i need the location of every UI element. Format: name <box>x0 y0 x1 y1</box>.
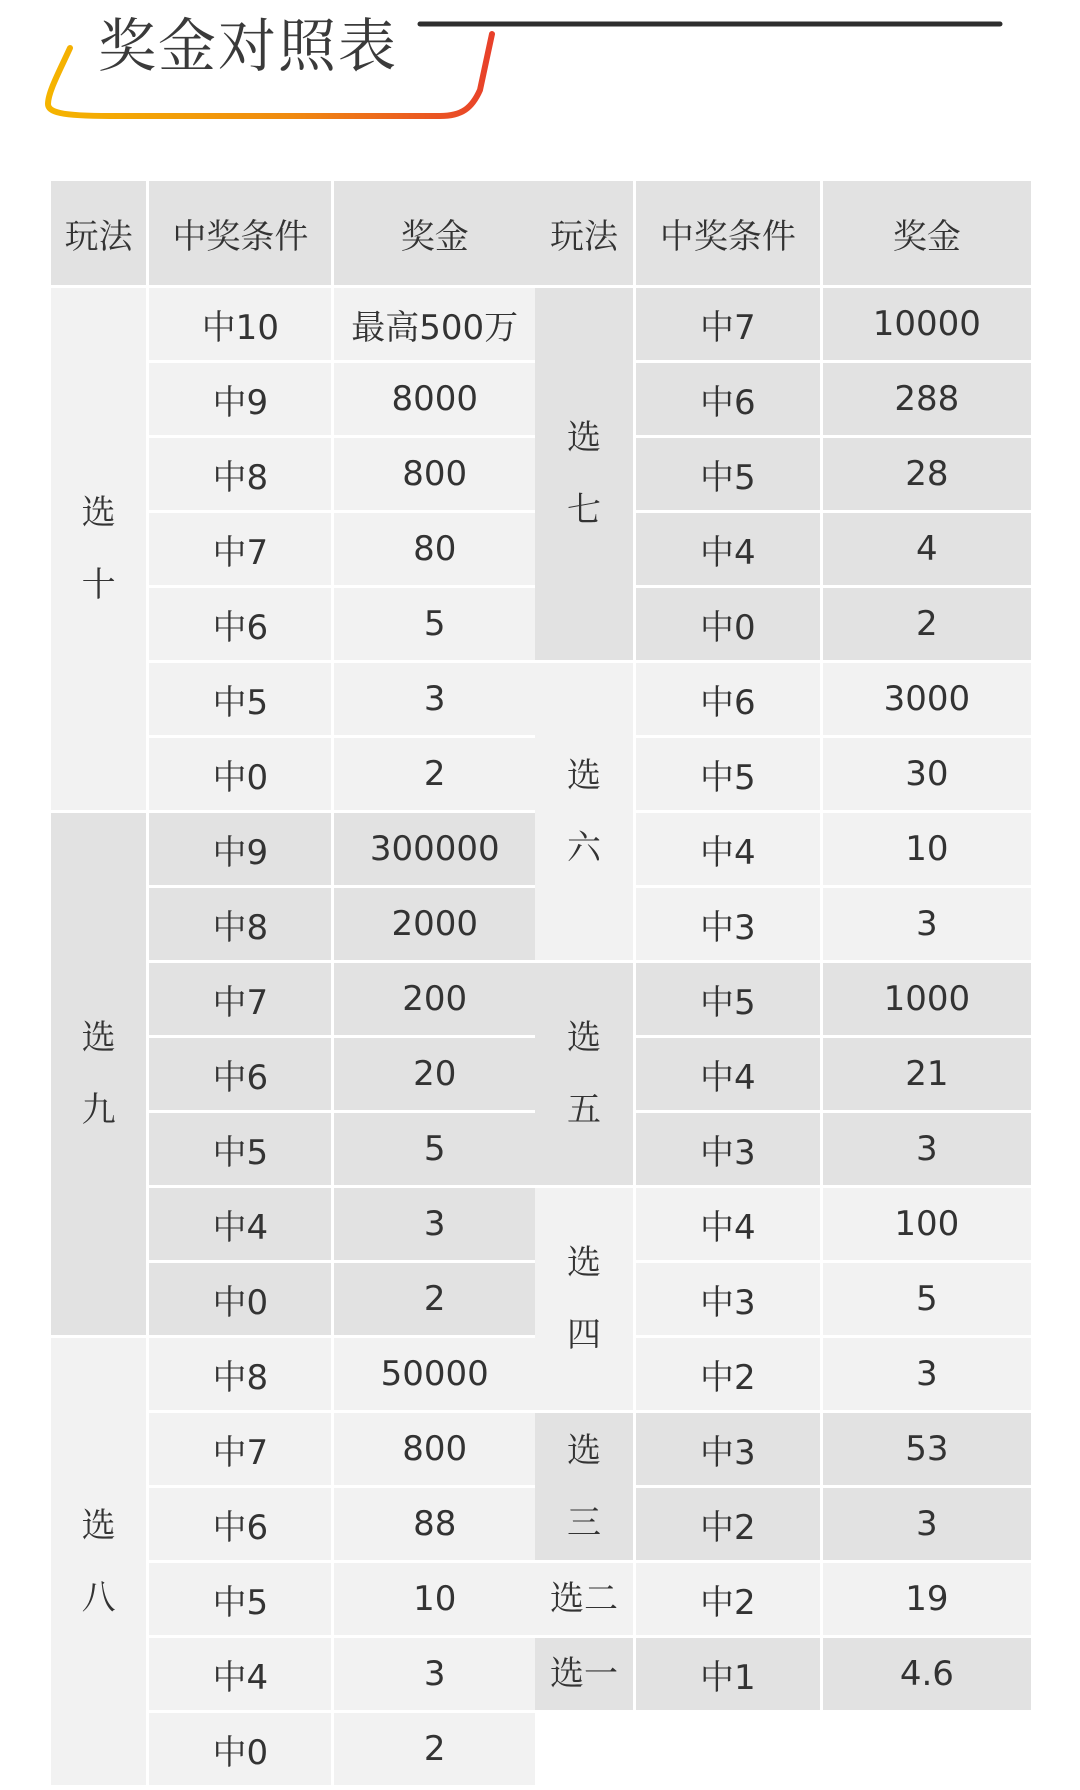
condition-cell: 中3 <box>636 1413 820 1485</box>
play-type-cell <box>535 1638 633 1710</box>
condition-cell: 中3 <box>636 1263 820 1335</box>
play-type-label: 选 <box>81 1018 116 1058</box>
table-row <box>535 963 1031 1035</box>
prize-cell: 80 <box>334 513 535 585</box>
prize-cell: 5 <box>823 1263 1031 1335</box>
prize-cell: 3 <box>823 1113 1031 1185</box>
play-type-cell <box>51 1338 146 1785</box>
table-row <box>535 1563 1031 1635</box>
header-condition: 中奖条件 <box>149 181 331 285</box>
table-row <box>535 1188 1031 1260</box>
condition-cell: 中7 <box>636 288 820 360</box>
title-section <box>0 0 1080 140</box>
prize-cell: 3 <box>823 888 1031 960</box>
prize-cell: 800 <box>334 438 535 510</box>
prize-cell: 4.6 <box>823 1638 1031 1710</box>
prize-cell: 2 <box>334 738 535 810</box>
header-prize: 奖金 <box>823 181 1031 285</box>
condition-cell: 中5 <box>149 1113 331 1185</box>
play-type-label: 十 <box>81 565 116 605</box>
play-type-label: 选 <box>567 755 601 796</box>
condition-cell: 中8 <box>149 888 331 960</box>
prize-cell: 2000 <box>334 888 535 960</box>
condition-cell: 中4 <box>636 813 820 885</box>
condition-cell: 中4 <box>636 513 820 585</box>
condition-cell: 中0 <box>636 588 820 660</box>
play-type-cell <box>535 963 633 1185</box>
play-type-cell <box>535 663 633 960</box>
condition-cell: 中5 <box>149 1563 331 1635</box>
condition-cell: 中9 <box>149 813 331 885</box>
play-type-label: 选二 <box>550 1579 618 1619</box>
condition-cell: 中0 <box>149 738 331 810</box>
prize-cell: 2 <box>334 1713 535 1785</box>
prize-cell: 300000 <box>334 813 535 885</box>
prize-cell: 3 <box>334 663 535 735</box>
play-type-label: 选 <box>567 1430 601 1471</box>
condition-cell: 中8 <box>149 1338 331 1410</box>
condition-cell: 中9 <box>149 363 331 435</box>
play-type-label: 七 <box>567 490 601 530</box>
play-type-label: 八 <box>81 1577 116 1618</box>
condition-cell: 中7 <box>149 963 331 1035</box>
prize-table-right <box>532 178 1034 1713</box>
play-type-cell <box>535 288 633 660</box>
condition-cell: 中7 <box>149 513 331 585</box>
table-row <box>535 1413 1031 1485</box>
prize-tables <box>48 178 1033 1788</box>
prize-cell: 88 <box>334 1488 535 1560</box>
condition-cell: 中6 <box>149 588 331 660</box>
prize-cell: 21 <box>823 1038 1031 1110</box>
play-type-cell <box>51 288 146 810</box>
page-title: 奖金对照表 <box>98 12 399 80</box>
prize-cell: 10 <box>823 813 1031 885</box>
play-type-label: 选 <box>81 493 116 533</box>
condition-cell: 中4 <box>149 1188 331 1260</box>
prize-table-left <box>48 178 538 1788</box>
play-type-label: 选 <box>567 1243 601 1283</box>
prize-cell: 100 <box>823 1188 1031 1260</box>
prize-cell: 5 <box>334 1113 535 1185</box>
prize-cell: 3 <box>823 1488 1031 1560</box>
condition-cell: 中7 <box>149 1413 331 1485</box>
prize-cell: 200 <box>334 963 535 1035</box>
play-type-cell <box>535 1188 633 1410</box>
prize-cell: 19 <box>823 1563 1031 1635</box>
condition-cell: 中3 <box>636 1113 820 1185</box>
condition-cell: 中6 <box>636 663 820 735</box>
prize-cell: 3 <box>823 1338 1031 1410</box>
header-play: 玩法 <box>51 181 146 285</box>
condition-cell: 中4 <box>149 1638 331 1710</box>
header-play: 玩法 <box>535 181 633 285</box>
play-type-cell <box>535 1563 633 1635</box>
condition-cell: 中6 <box>149 1488 331 1560</box>
prize-cell: 2 <box>334 1263 535 1335</box>
play-type-label: 三 <box>567 1502 601 1543</box>
condition-cell: 中2 <box>636 1563 820 1635</box>
prize-cell: 2 <box>823 588 1031 660</box>
prize-cell: 53 <box>823 1413 1031 1485</box>
prize-cell: 4 <box>823 513 1031 585</box>
condition-cell: 中5 <box>636 963 820 1035</box>
condition-cell: 中10 <box>149 288 331 360</box>
condition-cell: 中3 <box>636 888 820 960</box>
prize-cell: 30 <box>823 738 1031 810</box>
condition-cell: 中1 <box>636 1638 820 1710</box>
condition-cell: 中6 <box>636 363 820 435</box>
condition-cell: 中5 <box>636 438 820 510</box>
play-type-cell <box>51 813 146 1335</box>
table-row <box>51 1338 535 1410</box>
prize-cell: 3 <box>334 1188 535 1260</box>
condition-cell: 中5 <box>149 663 331 735</box>
prize-cell: 20 <box>334 1038 535 1110</box>
play-type-label: 选 <box>567 418 601 458</box>
prize-cell: 3000 <box>823 663 1031 735</box>
condition-cell: 中4 <box>636 1038 820 1110</box>
prize-cell: 288 <box>823 363 1031 435</box>
play-type-label: 选 <box>81 1505 116 1546</box>
prize-cell: 28 <box>823 438 1031 510</box>
condition-cell: 中8 <box>149 438 331 510</box>
header-prize: 奖金 <box>334 181 535 285</box>
play-type-label: 选一 <box>550 1654 618 1694</box>
prize-cell: 10 <box>334 1563 535 1635</box>
condition-cell: 中2 <box>636 1338 820 1410</box>
prize-cell: 50000 <box>334 1338 535 1410</box>
play-type-label: 四 <box>567 1315 601 1355</box>
prize-cell: 最高500万 <box>334 288 535 360</box>
table-row <box>51 813 535 885</box>
prize-cell: 800 <box>334 1413 535 1485</box>
condition-cell: 中2 <box>636 1488 820 1560</box>
table-row <box>535 288 1031 360</box>
condition-cell: 中5 <box>636 738 820 810</box>
table-row <box>51 288 535 360</box>
prize-cell: 1000 <box>823 963 1031 1035</box>
play-type-label: 六 <box>567 827 601 868</box>
play-type-label: 五 <box>567 1090 601 1130</box>
condition-cell: 中0 <box>149 1263 331 1335</box>
play-type-label: 九 <box>81 1090 116 1130</box>
play-type-label: 选 <box>567 1018 601 1058</box>
condition-cell: 中6 <box>149 1038 331 1110</box>
header-condition: 中奖条件 <box>636 181 820 285</box>
prize-cell: 8000 <box>334 363 535 435</box>
prize-cell: 3 <box>334 1638 535 1710</box>
condition-cell: 中0 <box>149 1713 331 1785</box>
table-row <box>535 1638 1031 1710</box>
play-type-cell <box>535 1413 633 1560</box>
prize-cell: 5 <box>334 588 535 660</box>
condition-cell: 中4 <box>636 1188 820 1260</box>
prize-cell: 10000 <box>823 288 1031 360</box>
table-row <box>535 663 1031 735</box>
